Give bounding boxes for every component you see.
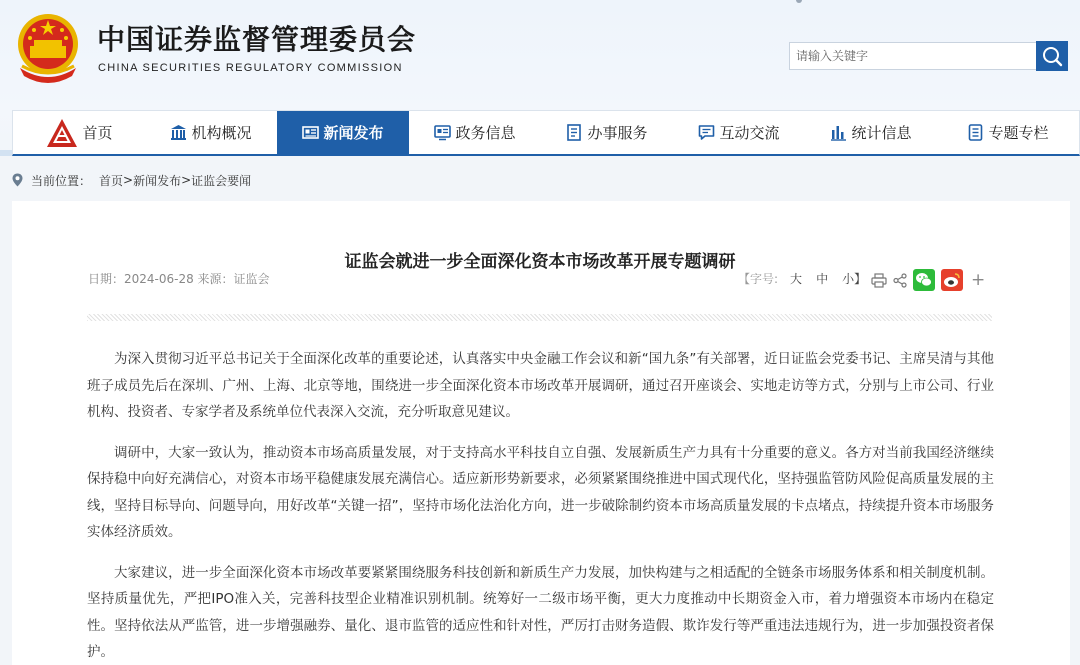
nav-label-home: 首页	[82, 124, 113, 142]
site-title: 中国证券监督管理委员会	[97, 23, 417, 56]
nav-item-service[interactable]	[541, 111, 673, 154]
nav-label-topics: 专题专栏	[988, 124, 1049, 142]
article-container	[12, 201, 1070, 665]
title-divider	[87, 314, 992, 321]
breadcrumb-current[interactable]: 证监会要闻	[191, 173, 252, 188]
article-title: 证监会就进一步全面深化资本市场改革开展专题调研	[344, 252, 736, 272]
main-nav-wrap	[0, 108, 1080, 158]
font-size-medium[interactable]: 中	[816, 272, 829, 286]
font-size-small[interactable]: 小】	[842, 272, 867, 286]
wechat-icon[interactable]	[913, 269, 935, 291]
nav-label-news: 新闻发布	[323, 124, 384, 142]
nav-item-interaction[interactable]	[673, 111, 805, 154]
print-icon[interactable]	[871, 273, 887, 288]
decoration	[796, 0, 802, 3]
location-pin-icon	[12, 173, 23, 187]
nav-label-institution: 机构概况	[191, 124, 252, 142]
nav-label-gov-info: 政务信息	[455, 124, 516, 142]
nav-item-gov-info[interactable]	[409, 111, 541, 154]
search-button[interactable]	[1036, 41, 1068, 71]
nav-item-statistics[interactable]	[805, 111, 937, 154]
home-logo-icon	[45, 117, 79, 149]
nav-item-news[interactable]	[277, 111, 409, 154]
plus-icon[interactable]: +	[971, 270, 986, 290]
statistics-icon	[830, 124, 847, 141]
breadcrumb	[12, 170, 251, 190]
breadcrumb-separator: >	[123, 173, 134, 187]
font-size-large[interactable]: 大	[790, 272, 803, 286]
article-paragraph: 为深入贯彻习近平总书记关于全面深化改革的重要论述，认真落实中央金融工作会议和新“国九条”有关部署，近日证监会党委书记、主席吴清与其他班子成员先后在深圳、广州、上海、北京等地，围绕进一步全面深化资本市场改革开展调研，通过召开座谈会、实地走访等方式，分别与上市公司、行业机构、投资者、专家学者及系统单位代表深入交流，充分听取意见建议。	[87, 351, 994, 420]
nav-label-interaction: 互动交流	[719, 124, 780, 142]
breadcrumb-news[interactable]: 新闻发布	[133, 173, 182, 188]
nav-item-topics[interactable]	[937, 111, 1079, 154]
chat-icon	[698, 124, 715, 141]
font-size-label: 【字号:	[738, 272, 779, 286]
search-input[interactable]	[790, 43, 1036, 69]
font-size-controls	[738, 270, 866, 287]
breadcrumb-prefix: 当前位置：	[31, 173, 92, 188]
government-info-icon	[434, 124, 451, 141]
article-meta: 日期：2024-06-28 来源：证监会	[88, 272, 270, 286]
news-icon	[302, 124, 319, 141]
share-toolbar	[871, 268, 991, 292]
site-subtitle: CHINA SECURITIES REGULATORY COMMISSION	[98, 62, 403, 74]
breadcrumb-home[interactable]: 首页	[99, 173, 124, 188]
search-icon	[1041, 45, 1063, 67]
topic-icon	[967, 124, 984, 141]
service-icon	[566, 124, 583, 141]
nav-item-institution[interactable]	[145, 111, 277, 154]
main-nav	[12, 110, 1080, 156]
article-paragraph: 大家建议，进一步全面深化资本市场改革要紧紧围绕服务科技创新和新质生产力发展，加快构建与之相适配的全链条市场服务体系和相关制度机制。坚持质量优先，严把IPO准入关，完善科技型企业精准识别机制。统筹好一二级市场平衡，更大力度推动中长期资金入市，着力增强资本市场内在稳定性。坚持依法从严监管，进一步增强融券、量化、退市监管的适应性和针对性，严厉打击财务造假、欺诈发行等严重违法违规行为，进一步加强投资者保护。	[87, 564, 994, 660]
breadcrumb-separator: >	[181, 173, 192, 187]
article-body	[87, 346, 994, 665]
national-emblem-icon	[12, 10, 84, 86]
nav-label-service: 办事服务	[587, 124, 648, 142]
nav-item-home[interactable]	[13, 111, 145, 154]
article-paragraph: 调研中，大家一致认为，推动资本市场高质量发展，对于支持高水平科技自立自强、发展新质生产力具有十分重要的意义。各方对当前我国经济继续保持稳中向好充满信心，对资本市场平稳健康发展充满信心。适应新形势新要求，必须紧紧围绕推进中国式现代化，坚持强监管防风险促高质量发展的主线，坚持目标导向、问题导向，用好改革“关键一招”，坚持市场化法治化方向，进一步破除制约资本市场高质量发展的卡点堵点，持续提升资本市场服务实体经济质效。	[87, 444, 994, 540]
weibo-icon[interactable]	[941, 269, 963, 291]
nav-label-statistics: 统计信息	[851, 124, 912, 142]
site-header	[0, 0, 1080, 108]
share-icon[interactable]	[893, 273, 907, 288]
search-box	[789, 42, 1037, 70]
institution-icon	[170, 124, 187, 141]
